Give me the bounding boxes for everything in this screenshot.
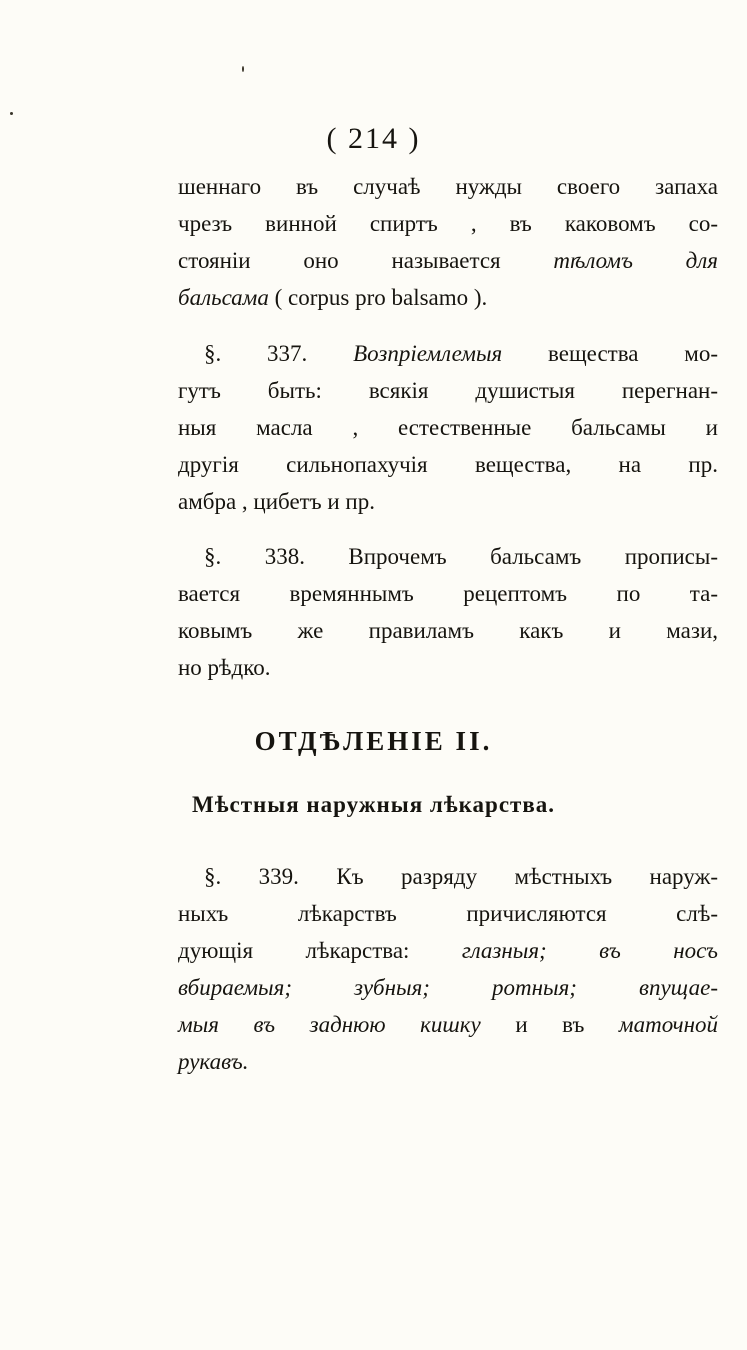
text-run: ( corpus pro balsamo ). bbox=[268, 285, 488, 310]
ink-speck bbox=[10, 112, 13, 115]
text-line: вбираемыя; зубныя; ротныя; впущае- bbox=[178, 975, 718, 1000]
section-subtitle: Мѣстныя наружныя лѣкарства. bbox=[191, 792, 555, 817]
text-line: шеннаго въ случаѣ нужды своего запаха bbox=[178, 174, 718, 199]
italic-term: маточной bbox=[618, 1012, 718, 1037]
text-line: ныхъ лѣкарствъ причисляются слѣ- bbox=[178, 901, 718, 926]
section-title: ОТДѢЛЕНІЕ II. bbox=[254, 726, 493, 756]
paragraph-337 bbox=[178, 335, 718, 520]
page-number: ( 214 ) bbox=[326, 122, 421, 155]
paragraph-339 bbox=[178, 858, 718, 1080]
text-line: §. 338. Впрочемъ бальсамъ прописы- bbox=[204, 544, 718, 569]
paragraph-continuation bbox=[178, 168, 718, 316]
text-line: рукавъ. bbox=[178, 1049, 249, 1074]
text-line: ковымъ же правиламъ какъ и мази, bbox=[178, 618, 718, 643]
text-line: чрезъ винной спиртъ , въ каковомъ со- bbox=[178, 211, 718, 236]
text-line: амбра , цибетъ и пр. bbox=[178, 489, 375, 514]
text-line: вается времяннымъ рецептомъ по та- bbox=[178, 581, 718, 606]
text-run: дующія лѣкарства: bbox=[178, 938, 462, 963]
italic-term: бальсама bbox=[178, 285, 269, 310]
text-line: гутъ быть: всякія душистыя перегнан- bbox=[178, 378, 718, 403]
italic-term: тѣломъ для bbox=[553, 248, 718, 273]
text-line: другія сильнопахучія вещества, на пр. bbox=[178, 452, 718, 477]
paragraph-338 bbox=[178, 538, 718, 686]
text-run: стояніи оно называется bbox=[178, 248, 554, 273]
text-line: но рѣдко. bbox=[178, 655, 271, 680]
italic-term: глазныя; въ носъ bbox=[461, 938, 718, 963]
text-line bbox=[178, 242, 718, 279]
text-line: §. 339. Къ разряду мѣстныхъ наруж- bbox=[204, 864, 718, 889]
text-run: §. 337. bbox=[204, 341, 354, 366]
text-line bbox=[178, 1006, 718, 1043]
italic-term: мыя въ заднюю кишку bbox=[178, 1012, 481, 1037]
ink-speck bbox=[242, 66, 244, 72]
text-line bbox=[178, 335, 718, 372]
italic-term: Возпріемлемыя bbox=[353, 341, 503, 366]
text-run: и въ bbox=[480, 1012, 619, 1037]
text-line bbox=[178, 279, 718, 316]
text-line bbox=[178, 932, 718, 969]
text-run: вещества мо- bbox=[502, 341, 718, 366]
text-line: ныя масла , естественные бальсамы и bbox=[178, 415, 718, 440]
